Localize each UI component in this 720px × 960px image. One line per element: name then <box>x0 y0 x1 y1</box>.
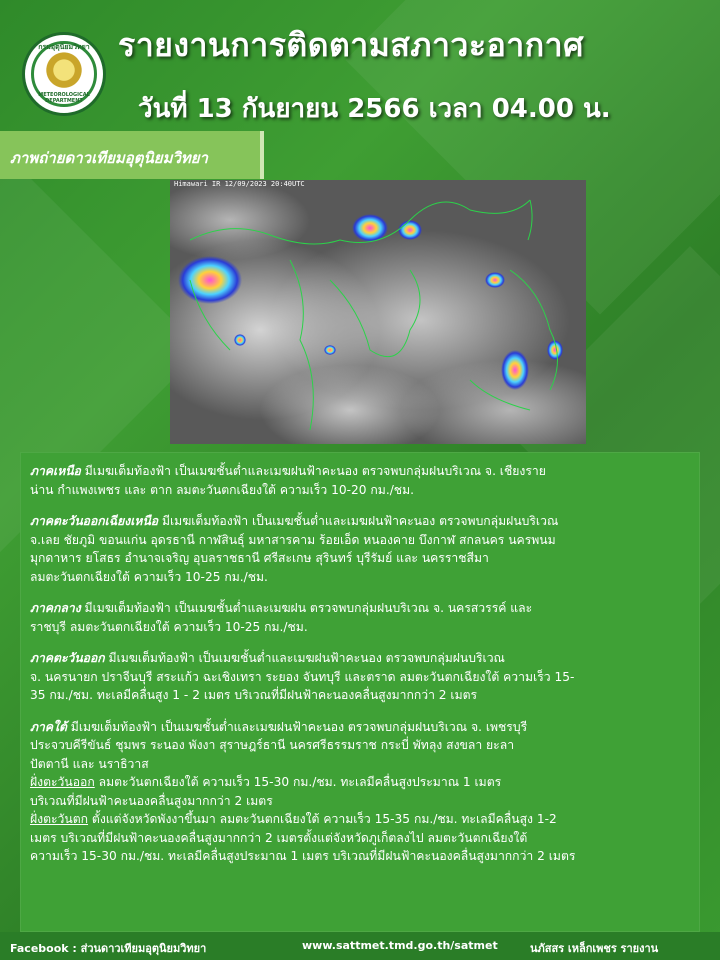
facebook-link[interactable]: Facebook : ส่วนดาวเทียมอุตุนิยมวิทยา <box>10 942 207 955</box>
east-coast-label: ฝั่งตะวันออก <box>30 775 95 789</box>
region-north: ภาคเหนือ มีเมฆเต็มท้องฟ้า เป็นเมฆชั้นต่ำและเมฆฝนฟ้าคะนอง ตรวจพบกลุ่มฝนบริเวณ จ. เชียงราย น่าน กำแพงเพชร และ ตาก ลมตะวันตกเฉียงใต้ ความเร็ว 10-20 กม./ชม. <box>30 464 546 497</box>
section-label-text: ภาพถ่ายดาวเทียมอุตุนิยมวิทยา <box>10 149 208 167</box>
satellite-imagery <box>170 180 586 444</box>
section-label <box>0 131 264 179</box>
region-northeast: ภาคตะวันออกเฉียงเหนือ มีเมฆเต็มท้องฟ้า เป็นเมฆชั้นต่ำและเมฆฝนฟ้าคะนอง ตรวจพบกลุ่มฝนบริเวณ จ.เลย ชัยภูมิ ขอนแก่น อุดรธานี กาฬสินธุ์ มหาสารคาม ร้อยเอ็ด หนองคาย บึงกาฬ สกลนคร นครพนม มุกดาหาร ยโสธร อำนาจเจริญ อุบลราชธานี ศรีสะเกษ สุรินทร์ บุรีรัมย์ และ นครราชสีมา ลมตะวันตกเฉียงใต้ ความเร็ว 10-25 กม./ชม. <box>30 514 559 584</box>
reporter-credit: นภัสสร เหล็กเพชร รายงาน <box>530 942 659 955</box>
weather-report-panel <box>20 452 700 932</box>
satellite-caption: Himawari IR 12/09/2023 20:40UTC <box>174 180 305 188</box>
report-date: วันที่ 13 กันยายน 2566 เวลา 04.00 น. <box>138 94 611 124</box>
region-central: ภาคกลาง มีเมฆเต็มท้องฟ้า เป็นเมฆชั้นต่ำและเมฆฝน ตรวจพบกลุ่มฝนบริเวณ จ. นครสวรรค์ และ ราชบุรี ลมตะวันตกเฉียงใต้ ความเร็ว 10-25 กม./ชม. <box>30 601 533 634</box>
satellite-image <box>170 180 586 444</box>
website-link[interactable]: www.sattmet.tmd.go.th/satmet <box>302 939 498 952</box>
footer <box>0 932 720 960</box>
tmd-logo: กรมอุตุนิยมวิทยา METEOROLOGICAL DEPARTMENT <box>22 32 106 116</box>
report-title: รายงานการติดตามสภาวะอากาศ <box>118 26 584 64</box>
west-coast-label: ฝั่งตะวันตก <box>30 812 89 826</box>
region-south: ภาคใต้ มีเมฆเต็มท้องฟ้า เป็นเมฆชั้นต่ำและเมฆฝนฟ้าคะนอง ตรวจพบกลุ่มฝนบริเวณ จ. เพชรบุรี ประจวบคีรีขันธ์ ชุมพร ระนอง พังงา สุราษฎร์ธานี นครศรีธรรมราช กระบี่ พัทลุง สงขลา ยะลา ปัตตานี และ นราธิวาส ฝั่งตะวันออก ลมตะวันตกเฉียงใต้ ความเร็ว 15-30 กม./ชม. ทะเลมีคลื่นสูงประมาณ 1 เมตร บริเวณที่มีฝนฟ้าคะนองคลื่นสูงมากกว่า 2 เมตร ฝั่งตะวันตก ตั้งแต่จังหวัดพังงาขึ้นมา ลมตะวันตกเฉียงใต้ ความเร็ว 15-35 กม./ชม. ทะเลมีคลื่นสูง 1-2 เมตร บริเวณที่มีฝนฟ้าคะนองคลื่นสูงมากกว่า 2 เมตรตั้งแต่จังหวัดภูเก็ตลงไป ลมตะวันตกเฉียงใต้ ความเร็ว 15-30 กม./ชม. ทะเลมีคลื่นสูงประมาณ 1 เมตร บริเวณที่มีฝนฟ้าคะนองคลื่นสูงมากกว่า 2 เมตร <box>30 719 576 863</box>
region-east: ภาคตะวันออก มีเมฆเต็มท้องฟ้า เป็นเมฆชั้นต่ำและเมฆฝนฟ้าคะนอง ตรวจพบกลุ่มฝนบริเวณ จ. นครนายก ปราจีนบุรี สระแก้ว ฉะเชิงเทรา ระยอง จันทบุรี และตราด ลมตะวันตกเฉียงใต้ ความเร็ว 15- 35 กม./ชม. ทะเลมีคลื่นสูง 1 - 2 เมตร บริเวณที่มีฝนฟ้าคะนองคลื่นสูงมากกว่า 2 เมตร <box>30 651 575 702</box>
